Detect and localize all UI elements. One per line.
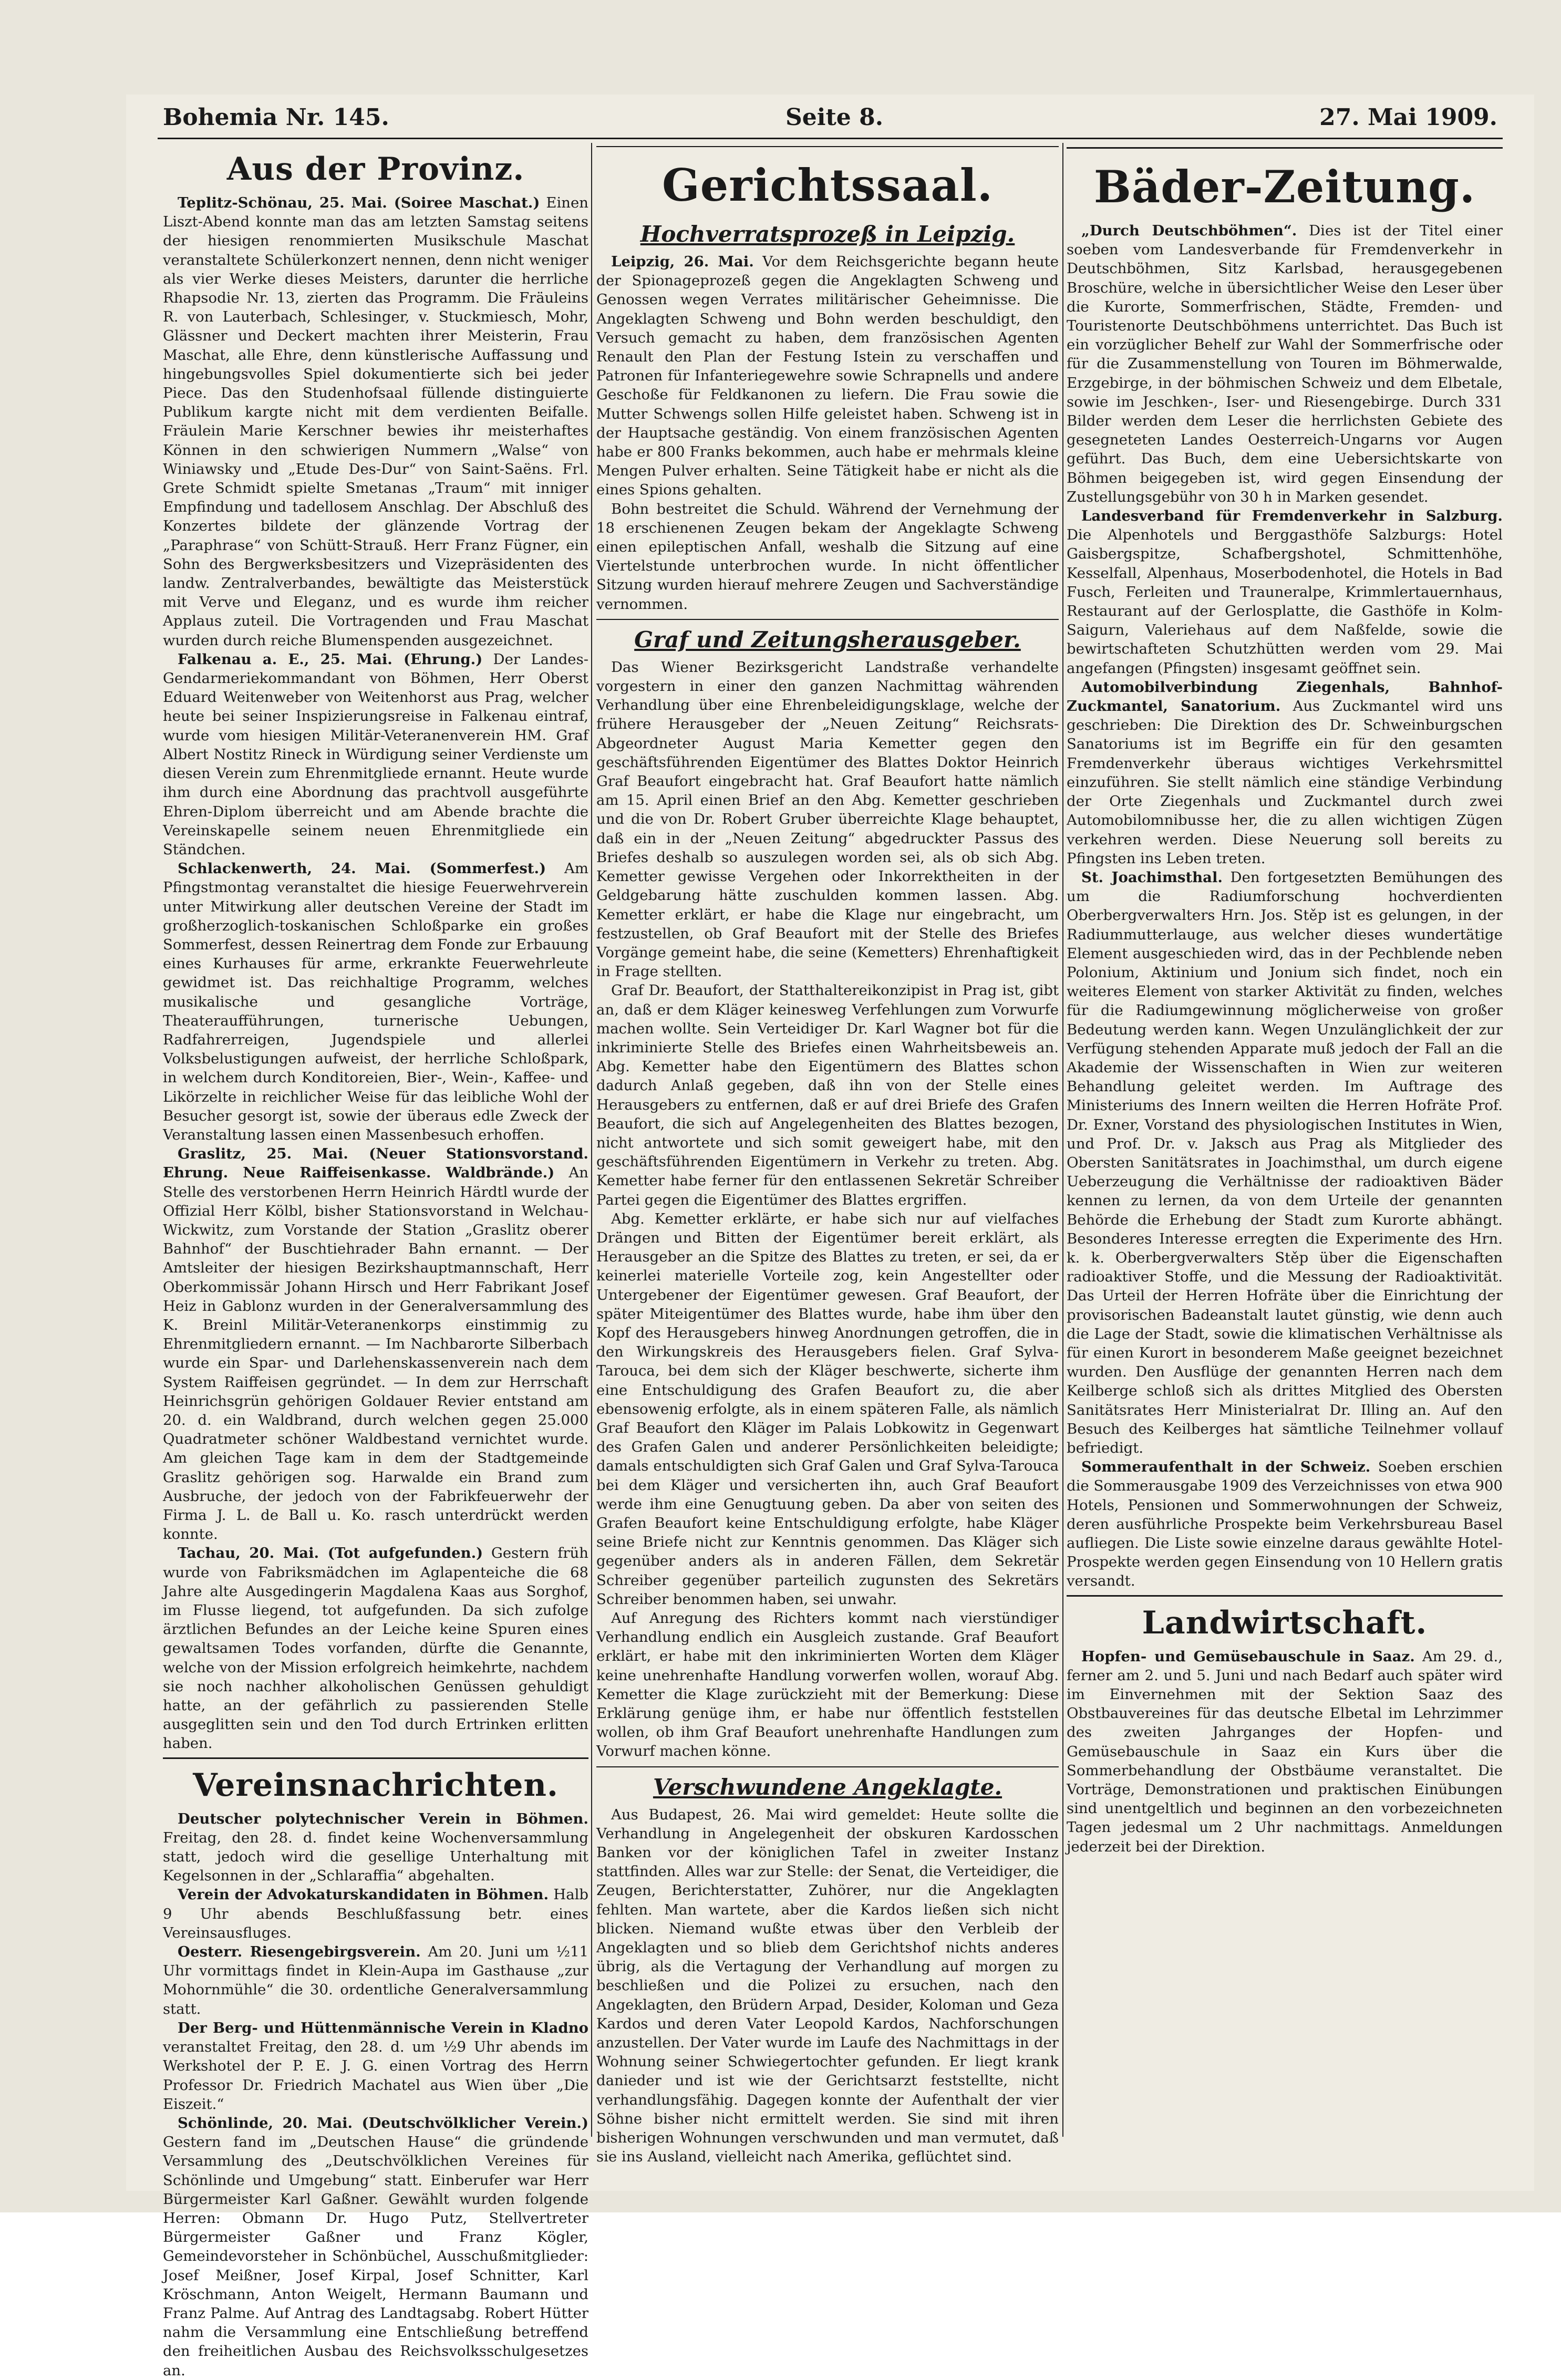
paragraph — [163, 2019, 588, 2114]
article-divider — [596, 1766, 1059, 1767]
paragraph — [596, 500, 1059, 614]
paragraph-text: Dies ist der Titel einer soeben vom Landesverbande für Fremdenverkehr in Deutschböhmen, Sitz Karlsbad, herausgegebenen Broschüre, welche in übersichtlicher Weise den Leser über die Kurorte, Sommerfrischen, Städte, Fremden- und Touristenorte Deutschböhmens unterrichtet. Das Buch ist ein vorzüglicher Behelf zur Wahl der Sommerfrische oder für die Zusammenstellung von Touren im Böhmerwalde, Erzgebirge, in der böhmischen Schweiz und dem Elbetale, sowie im Jeschken-, Iser- und Riesengebirge. Durch 331 Bilder werden dem Leser die herrlichsten Gebiete des gesegneteten Landes Oesterreich-Ungarns vor Augen geführt. Das Buch, dem eine Uebersichtskarte von Böhmen beigegeben ist, wird gegen Einsendung der Zustellungsgebühr von 30 h in Marken gesendet. — [1067, 222, 1503, 505]
paragraph-text: Freitag, den 28. d. findet keine Wochenversammlung statt, jedoch wird die gesellige Unterhaltung mit Kegelsonnen in der „Schlaraffia“ abgehalten. — [163, 1829, 588, 1885]
paragraph-text: Aus Budapest, 26. Mai wird gemeldet: Heute sollte die Verhandlung in Angelegenheit der obskuren Kardosschen Banken vor der königlichen Tafel in zweiter Instanz stattfinden. Alles war zur Stelle: der Senat, die Verteidiger, die Zeugen, Berichterstatter, Zuhörer, nur die Angeklagten fehlten. Man wartete, aber die Kardos ließen sich nicht blicken. Niemand wußte etwas über den Verbleib der Angeklagten und so blieb dem Gerichtshof nichts anderes übrig, als die Vertagung der Verhandlung auf morgen zu beschließen und die Polizei zu ersuchen, nach den Angeklagten, den Brüdern Arpad, Desider, Koloman und Geza Kardos und deren Vater Leopold Kardos, Nachforschungen anzustellen. Der Vater wurde im Laufe des Nachmittags in der Wohnung seiner Schwiegertochter gefunden. Er liegt krank danieder und ist wie der Gerichtsarzt feststellte, nicht verhandlungsfähig. Dagegen konnte der Aufenthalt der vier Söhne bisher nicht ermittelt werden. Sie sind mit ihren bisherigen Wohnungen verschwunden und man vermutet, daß sie ins Ausland, vielleicht nach Amerika, geflüchtet sind. — [596, 1806, 1059, 2166]
column-1 — [163, 143, 588, 2379]
paragraph — [1067, 678, 1503, 868]
paragraph — [596, 1805, 1059, 2167]
paragraph-text: Am Pfingstmontag veranstaltet die hiesige Feuerwehrverein unter Mitwirkung aller deutschen Vereine der Stadt im großherzoglich-toskanischen Schloßparke ein großes Sommerfest, dessen Reinertrag dem Fonde zur Erbauung eines Kurhauses für arme, erkrankte Feuerwehrleute gewidmet ist. Das reichhaltige Programm, welches musikalische und gesangliche Vorträge, Theateraufführungen, turnerische Uebungen, Radfahrerreigen, Jugendspiele und allerlei Volksbelustigungen aufweist, der herrliche Schloßpark, in welchem durch Konditoreien, Bier-, Wein-, Kaffee- und Likörzelte in reichlicher Weise für das leibliche Wohl der Besucher gesorgt ist, sowie der überaus edle Zweck der Veranstaltung lassen einen Massenbesuch erhoffen. — [163, 860, 588, 1143]
paragraph — [163, 1544, 588, 1753]
paragraph-lead: Oesterr. Riesengebirgsverein. — [178, 1943, 421, 1961]
paragraph-lead: Sommeraufenthalt in der Schweiz. — [1081, 1458, 1371, 1476]
column-3 — [1067, 143, 1503, 2137]
paragraph-lead: Teplitz-Schönau, 25. Mai. (Soiree Maschat.) — [178, 194, 540, 211]
vereins-articles — [163, 1809, 588, 2380]
article-divider — [596, 619, 1059, 620]
paragraph-lead: Automobilverbindung Ziegenhals, Bahnhof-Zuckmantel, Sanatorium. — [1067, 678, 1503, 715]
paragraph-lead: Schönlinde, 20. Mai. (Deutschvölklicher Verein.) — [178, 2114, 588, 2131]
paragraph-lead: Schlackenwerth, 24. Mai. (Sommerfest.) — [178, 860, 546, 877]
section-title-baeder: Bäder-Zeitung. — [1093, 161, 1476, 213]
paragraph-text: Das Wiener Bezirksgericht Landstraße verhandelte vorgestern in einer den ganzen Nachmittag währenden Verhandlung über eine Ehrenbeleidigungsklage, welche der frühere Herausgeber der „Neuen Zeitung“ Reichsrats-Abgeordneter August Maria Kemetter gegen den geschäftsführenden Eigentümer des Blattes Doktor Heinrich Graf Beaufort eingebracht hat. Graf Beaufort hatte nämlich am 15. April einen Brief an den Abg. Kemetter geschrieben und die von Dr. Robert Gruber überreichte Klage behauptet, daß ein in der „Neuen Zeitung“ abgedruckter Passus des Briefes deshalb so auszulegen worden sei, als ob sich Abg. Kemetter gewisse Vergehen oder Inkorrektheiten in der Geldgebarung hätte zuschulden kommen lassen. Abg. Kemetter erklärt, er habe die Klage nur eingebracht, um festzustellen, ob Graf Beaufort mit der Stelle des Briefes Vorgänge gemeint habe, die seine (Kemetters) Ehrenhaftigkeit in Frage stellten. — [596, 658, 1059, 980]
paragraph-text: veranstaltet Freitag, den 28. d. um ½9 Uhr abends im Werkshotel der P. E. J. G. einen Vortrag des Herrn Professor Dr. Friedrich Machatel aus Wien über „Die Eiszeit.“ — [163, 2038, 588, 2113]
column-2 — [596, 143, 1059, 2166]
paragraph — [163, 1144, 588, 1544]
paragraph-lead: Tachau, 20. Mai. (Tot aufgefunden.) — [178, 1545, 483, 1562]
paragraph — [163, 193, 588, 650]
top-divider — [596, 146, 1059, 147]
paragraph-text: An Stelle des verstorbenen Herrn Heinrich Härdtl wurde der Offizial Herr Kölbl, bisher Stationsvorstand in Welchau-Wickwitz, zum Vorstande der Station „Graslitz oberer Bahnhof“ der Buschtiehrader Bahn ernannt. — Der Amtsleiter der hiesigen Bezirkshauptmannschaft, Herr Oberkommissär Johann Hirsch und Herr Fabrikant Josef Heiz in Gablonz wurden in der Generalversammlung des K. Breinl Militär-Veteranenkorps einstimmig zu Ehrenmitgliedern ernannt. — Im Nachbarorte Silberbach wurde ein Spar- und Darlehenskassenverein nach dem System Raiffeisen gegründet. — In dem zur Herrschaft Heinrichsgrün gehörigen Goldauer Revier entstand am 20. d. ein Waldbrand, durch welchen gegen 25.000 Quadratmeter schöner Waldbestand vernichtet wurde. Am gleichen Tage kam in dem der Stadtgemeinde Graslitz gehörigen sog. Harwalde ein Brand zum Ausbruche, der jedoch von der Fabrikfeuerwehr der Firma J. L. de Ball u. Ko. rasch unterdrückt werden konnte. — [163, 1164, 588, 1543]
paragraph — [596, 1609, 1059, 1761]
paragraph-text: Aus Zuckmantel wird uns geschrieben: Die Direktion des Dr. Schweinburgschen Sanatoriums ist im Begriffe ein für den gesamten Fremdenverkehr überaus wichtiges Verkehrsmittel einzuführen. Sie stellt nämlich eine ständige Verbindung der Orte Ziegenhals und Zuckmantel durch zwei Automobilomnibusse her, die zu allen wichtigen Zügen verkehren werden. Diese Neuerung soll bereits zu Pfingsten ins Leben treten. — [1067, 698, 1503, 867]
hochverrat-article — [596, 252, 1059, 614]
paragraph — [163, 650, 588, 859]
paragraph-lead: Landesverband für Fremdenverkehr in Salzburg. — [1081, 508, 1503, 525]
section-divider — [163, 1757, 588, 1759]
baeder-articles — [1067, 221, 1503, 1591]
column-rule-2 — [1062, 143, 1063, 2137]
paragraph-text: Die Alpenhotels und Berggasthöfe Salzburgs: Hotel Gaisbergspitze, Schafbergshotel, Schmittenhöhe, Kesselfall, Alpenhaus, Moserbodenhotel, die Hotels in Bad Fusch, Ferleiten und Trauneralpe, Krimmlertauernhaus, Restaurant auf der Gerlosplatte, die Gasthöfe in Kolm-Saigurn, Valeriehaus auf dem Naßfelde, sowie die bewirtschafteten Schutzhütten werden vom 29. Mai angefangen (Pfingsten) insgesamt geöffnet sein. — [1067, 526, 1503, 677]
section-divider — [1067, 147, 1503, 149]
paragraph-text: Halb 9 Uhr abends Beschlußfassung betr. eines Vereinsausfluges. — [163, 1886, 588, 1941]
header-rule — [158, 138, 1503, 139]
paragraph-text: Gestern fand im „Deutschen Hause“ die gründende Versammlung des „Deutschvölklichen Vereines für Schönlinde und Umgebung“ statt. Einberufer war Herr Bürgermeister Karl Gaßner. Gewählt wurden folgende Herren: Obmann Dr. Hugo Putz, Stellvertreter Bürgermeister Gaßner und Franz Kögler, Gemeindevorsteher in Schönbüchel, Ausschußmitglieder: Josef Meißner, Josef Kirpal, Josef Schnitter, Karl Kröschmann, Anton Weigelt, Hermann Baumann und Franz Palme. Auf Antrag des Landtagsabg. Robert Hütter nahm die Versammlung eine Entschließung betreffend den freiheitlichen Ausbau des Reichsvolksschulgesetzes an. — [163, 2134, 588, 2379]
paragraph-text: Soeben erschien die Sommerausgabe 1909 des Verzeichnisses von etwa 900 Hotels, Pensionen und Sommerwohnungen der Schweiz, deren ausführliche Prospekte beim Verkehrsbureau Basel aufliegen. Die Liste sowie einzelne daraus gewählte Hotel-Prospekte werden gegen Einsendung von 10 Hellern gratis versandt. — [1067, 1458, 1503, 1590]
header-center: Seite 8. — [785, 104, 884, 131]
paragraph — [1067, 1457, 1503, 1590]
paragraph-text: Am 29. d., ferner am 2. und 5. Juni und nach Bedarf auch später wird im Einvernehmen mit der Sektion Saaz des Obstbauvereines für das deutsche Elbetal im Lehrzimmer des zweiten Jahrganges der Hopfen- und Gemüsebauschule in Saaz ein Kurs über die Sommerbehandlung der Obstbäume veranstaltet. Die Vorträge, Demonstrationen und praktischen Einübungen sind unentgeltlich und beginnen an den vorbezeichneten Tagen jedesmal um 2 Uhr nachmittags. Anmeldungen jederzeit bei der Direktion. — [1067, 1648, 1503, 1855]
paragraph — [596, 658, 1059, 981]
paragraph-text: Den fortgesetzten Bemühungen des um die Radiumforschung hochverdienten Oberbergverwalters Hrn. Jos. Stěp ist es gelungen, in der Radiummutterlauge, aus welcher dieses wundertätige Element ausgeschieden wird, das in der Pechblende neben Polonium, Aktinium und Jonium sich findet, noch ein weiteres Element von starker Aktivität zu finden, welches für die Radiumgewinnung möglicherweise von großer Bedeutung werden kann. Wegen Unzulänglichkeit der zur Verfügung stehenden Apparate muß jedoch der Fall an die Akademie der Wissenschaften in Wien zur weiteren Behandlung geleitet werden. Im Auftrage des Ministeriums des Innern weilten die Herren Hofräte Prof. Dr. Exner, Vorstand des physiologischen Institutes in Wien, und Prof. Dr. v. Jaksch aus Prag als Mitglieder des Obersten Sanitätsrates in Joachimsthal, um durch eigene Ueberzeugung die Verhältnisse der radioaktiven Bäder kennen zu lernen, da von dem Urteile der genannten Behörde die Erhebung der Stadt zum Kurorte abhängt. Besonderes Interesse erregten die Experimente des Hrn. k. k. Oberbergverwalters Stěp über die Eigenschaften radioaktiver Stoffe, und die Messung der Radioaktivität. Das Urteil der Herren Hofräte über die Einrichtung der provisorischen Badeanstalt lautet günstig, wie denn auch die Lage der Stadt, sowie die klimatischen Verhältnisse als für einen Kurort in besonderem Maße geeignet bezeichnet wurden. Den Ausflüge der genannten Herren nach dem Keilberge schloß sich als drittes Mitglied des Obersten Sanitätsrates Herr Ministerialrat Dr. Illing an. Auf den Besuch des Keilberges hat sämtliche Teilnehmer vollauf befriedigt. — [1067, 868, 1503, 1456]
paragraph — [1067, 221, 1503, 506]
section-title-vereinsnachrichten: Vereinsnachrichten. — [193, 1766, 559, 1804]
paragraph-lead: „Durch Deutschböhmen“. — [1081, 222, 1297, 239]
provinz-articles — [163, 193, 588, 1753]
angeklagte-article — [596, 1805, 1059, 2167]
paragraph-text: Einen Liszt-Abend konnte man das am letzten Samstag seitens der hiesigen renommierten Musikschule Maschat veranstaltete Schülerkonzert nennen, denn nicht weniger als vier Werke dieses Meisters, darunter die herrliche Rhapsodie Nr. 13, zierten das Programm. Die Fräuleins R. von Lauterbach, Schlesinger, v. Stuckmiesch, Mohr, Glässner und Deckert machten ihrer Meisterin, Frau Maschat, alle Ehre, denn künstlerische Auffassung und hingebungsvolles Spiel dokumentierte sich bei jeder Piece. Das den Studenhofsaal füllende distinguierte Publikum kargte nicht mit dem verdienten Beifalle. Fräulein Marie Kerschner bewies ihr meisterhaftes Können in den schwierigen Nummern „Walse“ von Winiawsky und „Etude Des-Dur“ von Saint-Saëns. Frl. Grete Schmidt spielte Smetanas „Traum“ mit inniger Empfindung und tadellosem Anschlag. Der Abschluß des Konzertes bildete der glänzende Vortrag der „Paraphrase“ von Schütt-Strauß. Herr Franz Fügner, ein Sohn des Bergwerksbesitzers und Vizepräsidenten des landw. Zentralverbandes, bewältigte das Meisterstück mit Verve und Eleganz, und es wurde ihm reicher Applaus zuteil. Die Vortragenden und Frau Maschat wurden durch reiche Blumenspenden ausgezeichnet. — [163, 194, 588, 649]
section-divider — [1067, 1595, 1503, 1597]
article-title-graf: Graf und Zeitungsherausgeber. — [634, 626, 1021, 653]
paragraph-lead: Leipzig, 26. Mai. — [611, 253, 754, 270]
paragraph — [596, 981, 1059, 1209]
section-title-gerichtssaal: Gerichtssaal. — [662, 159, 993, 211]
paragraph-lead: St. Joachimsthal. — [1081, 868, 1223, 886]
article-title-angeklagte: Verschwundene Angeklagte. — [653, 1774, 1002, 1800]
paragraph-text: Graf Dr. Beaufort, der Statthaltereikonzipist in Prag ist, gibt an, daß er dem Kläger keinesweg Verfehlungen zum Vorwurfe machen wollte. Sein Verteidiger Dr. Karl Wagner bot für die inkriminierte Stelle des Briefes einen Wahrheitsbeweis an. Abg. Kemetter habe den Eigentümern des Blattes schon dadurch Anlaß gegeben, daß ihn von der Stelle eines Herausgebers zu entfernen, daß er auf drei Briefe des Grafen Beaufort, die sich auf Angelegenheiten des Blattes bezogen, nicht antwortete und sich somit geweigert habe, mit den geschäftsführenden Eigentümern in Verkehr zu treten. Abg. Kemetter habe ferner für den entlassenen Sekretär Schreiber Partei gegen die Eigentümer des Blattes ergriffen. — [596, 982, 1059, 1208]
paragraph-lead: Deutscher polytechnischer Verein in Böhmen. — [178, 1810, 588, 1827]
paragraph-text: Abg. Kemetter erklärte, er habe sich nur auf vielfaches Drängen und Bitten der Eigentümer bereit erklärt, als Herausgeber an die Spitze des Blattes zu treten, er sei, da er keinerlei materielle Vorteile zog, kein Angestellter oder Untergebener der Eigentümer gewesen. Graf Beaufort, der später Miteigentümer des Blattes wurde, habe ihm über den Kopf des Herausgebers hinweg Anordnungen getroffen, die in den Wirkungskreis des Herausgebers fielen. Graf Sylva-Tarouca, bei dem sich der Kläger beschwerte, sicherte ihm eine Entschuldigung des Grafen Beaufort zu, die aber ebensowenig erfolgte, als in einem späteren Falle, als nämlich Graf Beaufort den Kläger im Palais Lobkowitz in Gegenwart des Grafen Galen und anderer Persönlichkeiten beleidigte; damals entschuldigten sich Graf Galen und Graf Sylva-Tarouca bei dem Kläger und versicherten ihn, auch Graf Beaufort werde ihm eine Genugtuung geben. Da aber von seiten des Grafen Beaufort keine Entschuldigung erfolgte, habe Kläger seine Briefe nicht zur Kenntnis genommen. Das Kläger sich gegenüber anders als in anderen Fällen, dem Sekretär Schreiber gegenüber parteilich zugunsten des Sekretärs Schreiber benommen haben, sei unwahr. — [596, 1210, 1059, 1608]
graf-article — [596, 658, 1059, 1761]
paragraph — [596, 1209, 1059, 1609]
paragraph — [163, 2114, 588, 2380]
paragraph-text: Auf Anregung des Richters kommt nach vierstündiger Verhandlung endlich ein Ausgleich zustande. Graf Beaufort erklärt, er habe mit den inkriminierten Worten dem Kläger keine unehrenhafte Handlung vorwerfen wollen, worauf Abg. Kemetter die Klage zurückzieht mit der Bemerkung: Diese Erklärung genüge ihm, er habe nur öffentlich feststellen wollen, ob ihm Graf Beaufort unehrenhafte Handlungen zum Vorwurf machen könne. — [596, 1610, 1059, 1760]
paragraph-lead: Der Berg- und Hüttenmännische Verein in Kladno — [178, 2019, 588, 2036]
paragraph-lead: Verein der Advokaturskandidaten in Böhmen. — [178, 1886, 549, 1903]
paragraph-text: Am 20. Juni um ½11 Uhr vormittags findet in Klein-Aupa im Gasthause „zur Mohornmühle“ die 30. ordentliche Generalversammlung statt. — [163, 1943, 588, 2017]
paragraph — [596, 252, 1059, 500]
paragraph-text: Vor dem Reichsgerichte begann heute der Spionageprozeß gegen die Angeklagten Schweng und Genossen wegen Verrates militärischer Geheimnisse. Die Angeklagten Schweng und Bohn werden beschuldigt, den Versuch gemacht zu haben, dem französischen Agenten Renault den Plan der Festung Istein zu verschaffen und Patronen für Infanteriegewehre sowie Schrapnells und andere Geschoße für Feldkanonen zu liefern. Die Frau sowie die Mutter Schwengs sollen Hilfe geleistet haben. Schweng ist in der Hauptsache geständig. Von einem französischen Agenten habe er 800 Franks bekommen, auch habe er mehrmals kleine Mengen Pulver erhalten. Seine Tätigkeit habe er nicht als die eines Spions gehalten. — [596, 253, 1059, 499]
paragraph-text: Gestern früh wurde von Fabriksmädchen im Aglapenteiche die 68 Jahre alte Ausgedingerin Magdalena Kaas aus Sorghof, im Flusse liegend, tot aufgefunden. Da sich zufolge ärztlichen Befundes an der Leiche keine Spuren eines gewaltsamen Todes vorfanden, dürfte die Genannte, welche von der Mission erfolgreich heimkehrte, nachdem sie noch nachher alkoholischen Genüssen gehuldigt hatte, an der gefährlich zu passierenden Stelle ausgeglitten sein und den Tod durch Ertrinken erlitten haben. — [163, 1545, 588, 1752]
paragraph — [1067, 506, 1503, 678]
header-right: 27. Mai 1909. — [1319, 104, 1497, 131]
paragraph — [1067, 1647, 1503, 1856]
column-rule-1 — [591, 143, 592, 2137]
section-title-landwirtschaft: Landwirtschaft. — [1142, 1604, 1428, 1641]
paragraph — [163, 1885, 588, 1942]
paragraph — [1067, 868, 1503, 1457]
paragraph — [163, 1809, 588, 1886]
paragraph-text: Der Landes-Gendarmeriekommandant von Böhmen, Herr Oberst Eduard Weitenweber von Weitenhorst aus Prag, welcher heute bei seiner Inspizierungsreise in Falkenau eintraf, wurde vom hiesigen Militär-Veteranenverein HM. Graf Albert Nostitz Rineck in Würdigung seiner Verdienste um diesen Verein zum Ehrenmitgliede ernannt. Heute wurde ihm durch eine Abordnung das prachtvoll ausgeführte Ehren-Diplom überreicht und am Abende brachte die Vereinskapelle seinem neuen Ehrenmitgliede ein Ständchen. — [163, 650, 588, 858]
page-header — [163, 104, 1497, 141]
paragraph-lead: Graslitz, 25. Mai. (Neuer Stationsvorstand. Ehrung. Neue Raiffeisenkasse. Waldbrände.) — [163, 1145, 588, 1182]
section-title-provinz: Aus der Provinz. — [226, 151, 525, 188]
article-title-hochverrat: Hochverratsprozeß in Leipzig. — [640, 221, 1015, 247]
paragraph — [163, 859, 588, 1144]
paragraph-lead: Falkenau a. E., 25. Mai. (Ehrung.) — [178, 650, 483, 668]
header-left: Bohemia Nr. 145. — [163, 104, 389, 131]
paragraph — [163, 1942, 588, 2019]
paragraph-text: Bohn bestreitet die Schuld. Während der Vernehmung der 18 erschienenen Zeugen bekam der Angeklagte Schweng einen epileptischen Anfall, weshalb die Sitzung auf eine Viertelstunde unterbrochen wurde. In nicht öffentlicher Sitzung wurden hierauf mehrere Zeugen und Sachverständige vernommen. — [596, 500, 1059, 613]
paragraph-lead: Hopfen- und Gemüsebauschule in Saaz. — [1081, 1648, 1415, 1665]
landwirtschaft-articles — [1067, 1647, 1503, 1856]
